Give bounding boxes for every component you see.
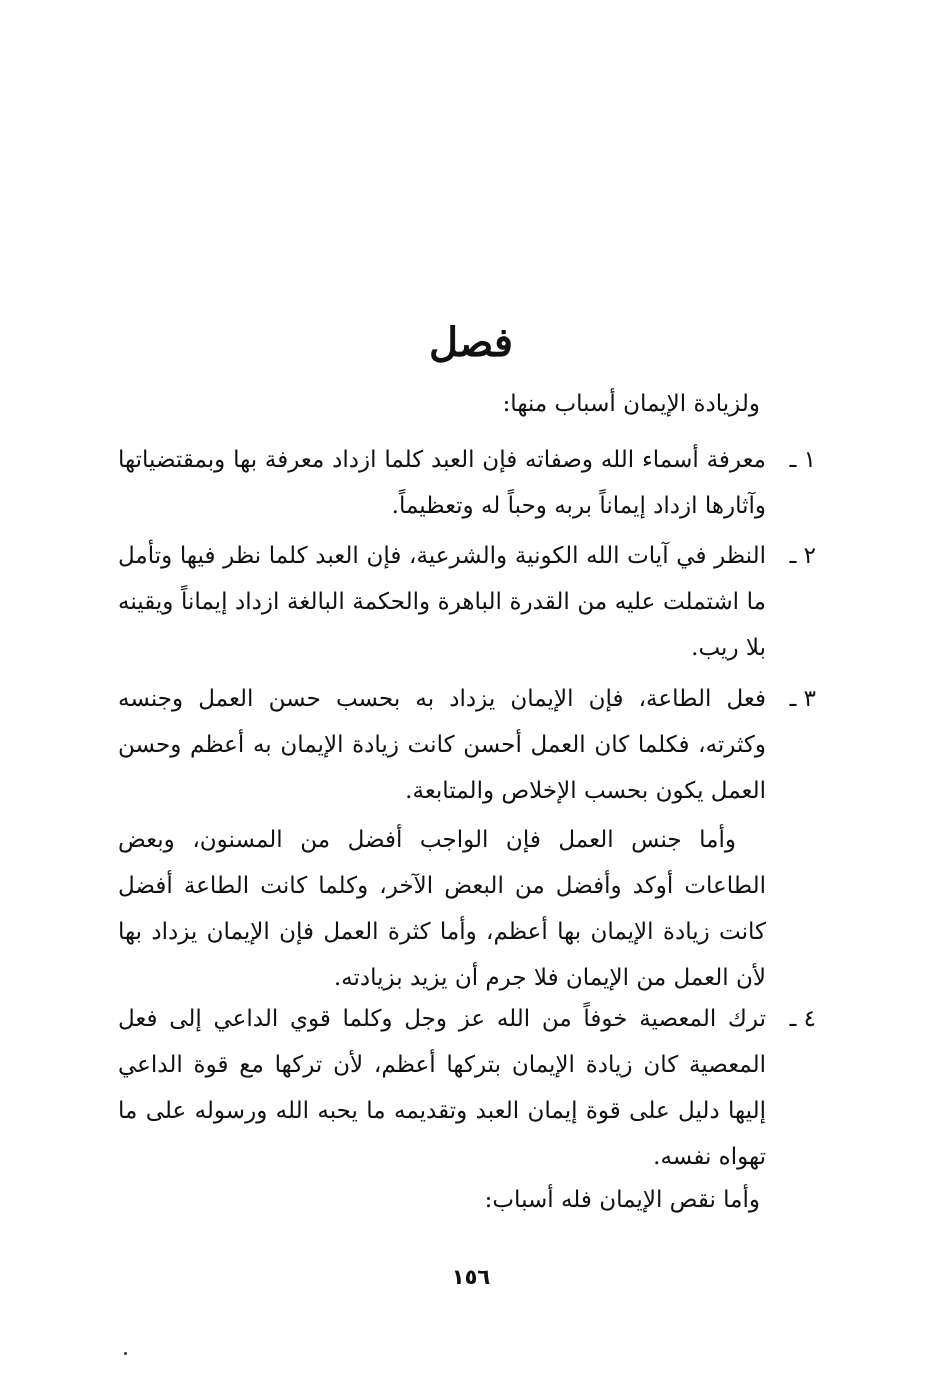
list-item-number: ٤ ـ [789, 1006, 816, 1032]
list-item-4 [118, 996, 816, 1180]
list-item-text: فعل الطاعة، فإن الإيمان يزداد به بحسب حسن العمل وجنسه وكثرته، فكلما كان العمل أحسن كانت زيادة الإيمان به أعظم وحسن العمل يكون بحسب الإخلاص والمتابعة. [118, 686, 766, 804]
body-paragraph: وأما جنس العمل فإن الواجب أفضل من المسنون، وبعض الطاعات أوكد وأفضل من البعض الآخر، وكلما كانت الطاعة أفضل كانت زيادة الإيمان بها أعظم، وأما كثرة العمل فإن الإيمان يزداد بها لأن العمل من الإيمان فلا جرم أن يزيد بزيادته. [118, 827, 766, 991]
list-item-2 [118, 533, 816, 671]
intro-text: ولزيادة الإيمان أسباب منها: [502, 391, 760, 417]
list-item-3 [118, 676, 816, 814]
list-item-text: النظر في آيات الله الكونية والشرعية، فإن العبد كلما نظر فيها وتأمل ما اشتملت عليه من القدرة الباهرة والحكمة البالغة ازداد إيماناً ويقينه بلا ريب. [118, 543, 766, 661]
list-item-number: ٢ ـ [789, 543, 816, 569]
list-item-1 [118, 437, 816, 529]
list-item-text: معرفة أسماء الله وصفاته فإن العبد كلما ازداد معرفة بها وبمقتضياتها وآثارها ازداد إيماناً بربه وحباً له وتعظيماً. [118, 447, 766, 519]
list-item-text: ترك المعصية خوفاً من الله عز وجل وكلما قوي الداعي إلى فعل المعصية كان زيادة الإيمان بتركها أعظم، لأن تركها مع قوة الداعي إليها دليل على قوة إيمان العبد وتقديمه ما يحبه الله ورسوله على ما تهواه نفسه. [118, 1006, 766, 1170]
list-item-number: ١ ـ [789, 447, 816, 473]
page-title: فصل [428, 319, 514, 366]
page-number: ١٥٦ [451, 1265, 491, 1289]
closing-text: وأما نقص الإيمان فله أسباب: [484, 1187, 760, 1213]
scan-speck [124, 1352, 127, 1355]
list-item-number: ٣ ـ [789, 686, 816, 712]
